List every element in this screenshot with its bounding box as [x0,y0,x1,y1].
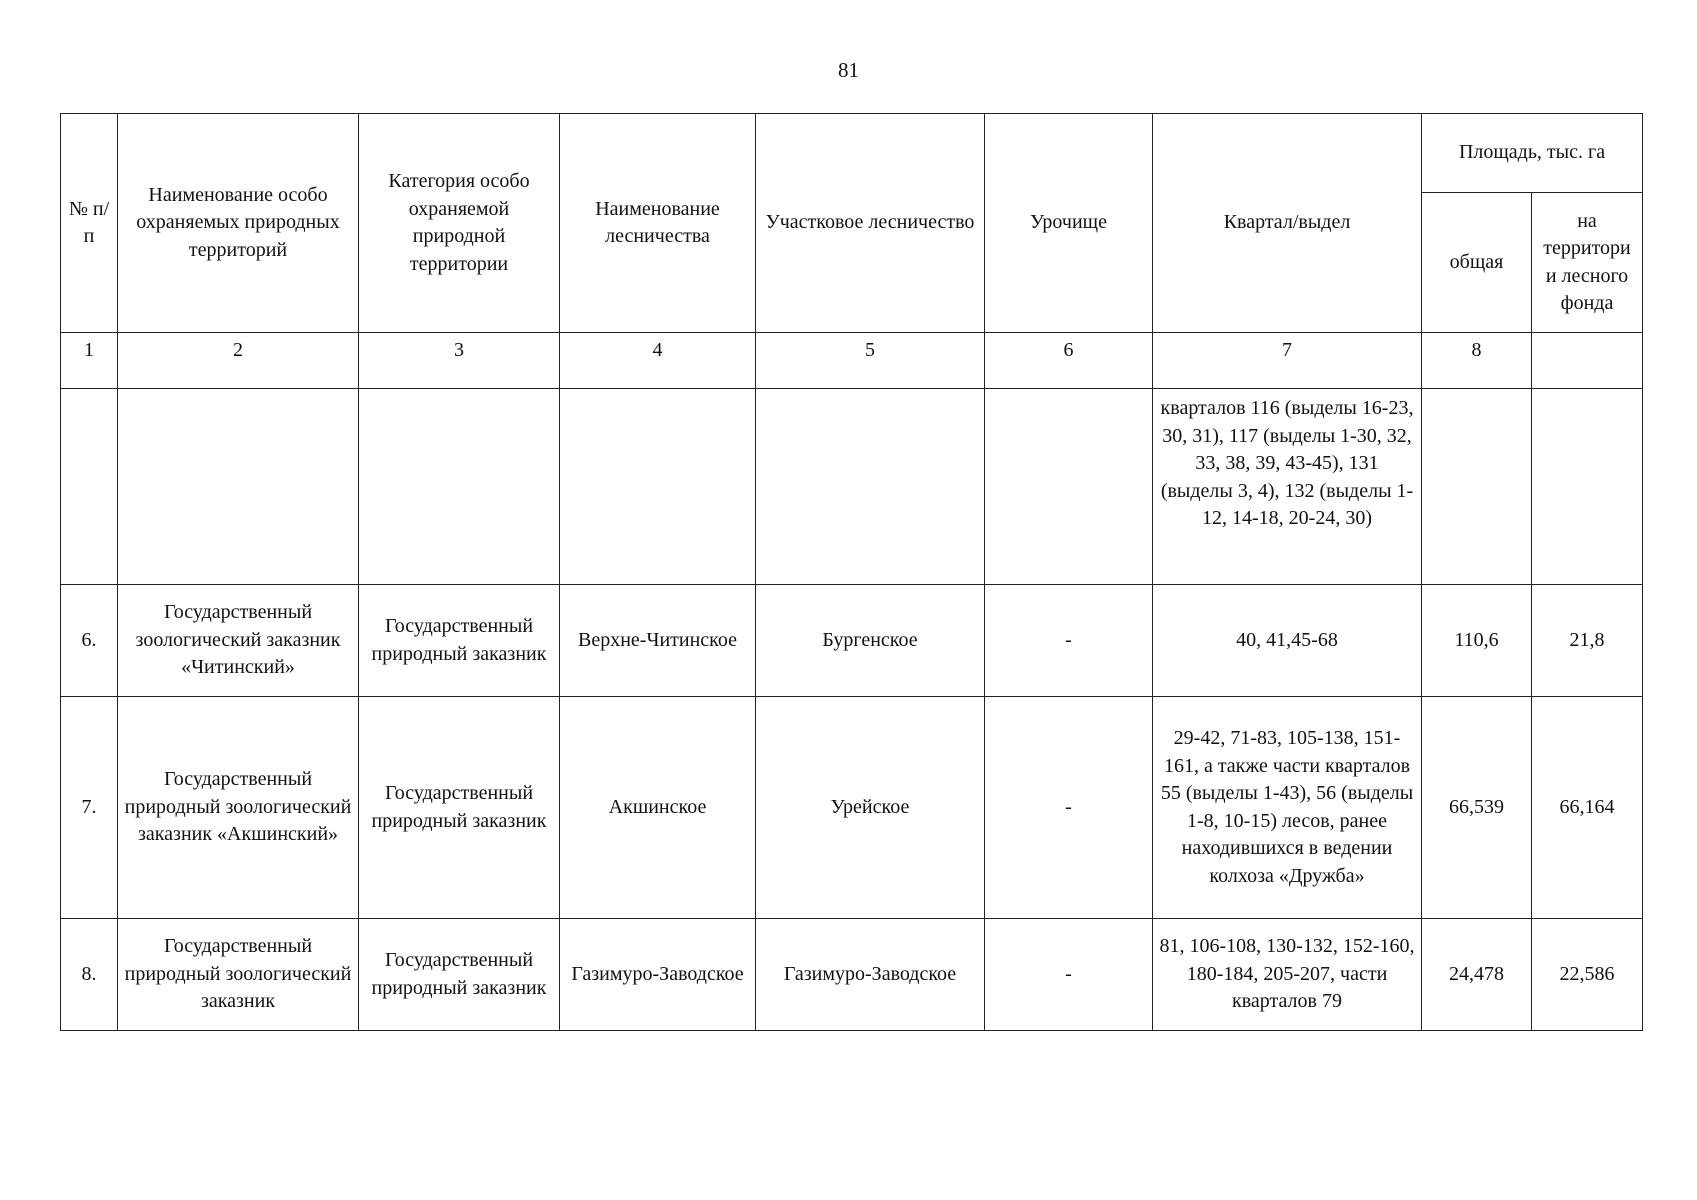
table-row [61,585,1643,697]
header-area-total: общая [1422,193,1532,333]
empty-cell [61,389,118,585]
header-tract: Урочище [985,114,1153,333]
cell-num: 6. [61,585,118,697]
empty-cell [1532,389,1643,585]
header-district: Участковое лесничество [756,114,985,333]
cell-area-forest: 66,164 [1532,697,1643,919]
header-area-forest: на территори и лесного фонда [1532,193,1643,333]
column-number-cell: 7 [1153,333,1422,389]
cell-tract: - [985,697,1153,919]
cell-quarter: кварталов 116 (выделы 16-23, 30, 31), 117 (выделы 1-30, 32, 33, 38, 39, 43-45), 131 (выделы 3, 4), 132 (выделы 1-12, 14-18, 20-24, 30) [1153,389,1422,585]
table-row-continuation [61,389,1643,585]
cell-district: Бургенское [756,585,985,697]
cell-tract: - [985,919,1153,1031]
column-number-row [61,333,1643,389]
cell-area-forest: 21,8 [1532,585,1643,697]
empty-cell [118,389,359,585]
cell-area-forest: 22,586 [1532,919,1643,1031]
column-number-cell: 3 [359,333,560,389]
cell-category: Государственный природный заказник [359,697,560,919]
header-area: Площадь, тыс. га [1422,114,1643,193]
cell-name: Государственный природный зоологический заказник «Акшинский» [118,697,359,919]
column-number-cell: 4 [560,333,756,389]
cell-tract: - [985,585,1153,697]
column-number-cell: 1 [61,333,118,389]
cell-district: Урейское [756,697,985,919]
empty-cell [1422,389,1532,585]
header-forestry: Наименование лесничества [560,114,756,333]
cell-num: 8. [61,919,118,1031]
header-row-1 [61,114,1643,193]
empty-cell [560,389,756,585]
protected-areas-table [60,113,1643,1031]
table-row [61,697,1643,919]
cell-district: Газимуро-Заводское [756,919,985,1031]
column-number-cell: 5 [756,333,985,389]
cell-name: Государственный зоологический заказник «Читинский» [118,585,359,697]
cell-category: Государственный природный заказник [359,585,560,697]
cell-name: Государственный природный зоологический заказник [118,919,359,1031]
header-name: Наименование особо охраняемых природных территорий [118,114,359,333]
cell-quarter: 40, 41,45-68 [1153,585,1422,697]
cell-forestry: Верхне-Читинское [560,585,756,697]
cell-area-total: 24,478 [1422,919,1532,1031]
cell-quarter: 81, 106-108, 130-132, 152-160, 180-184, 205-207, части кварталов 79 [1153,919,1422,1031]
cell-num: 7. [61,697,118,919]
column-number-cell [1532,333,1643,389]
column-number-cell: 6 [985,333,1153,389]
cell-forestry: Акшинское [560,697,756,919]
cell-area-total: 66,539 [1422,697,1532,919]
empty-cell [359,389,560,585]
header-quarter: Квартал/выдел [1153,114,1422,333]
header-category: Категория особо охраняемой природной территории [359,114,560,333]
page-number: 81 [838,58,859,82]
cell-category: Государственный природный заказник [359,919,560,1031]
cell-quarter: 29-42, 71-83, 105-138, 151-161, а также части кварталов 55 (выделы 1-43), 56 (выделы 1-8, 10-15) лесов, ранее находившихся в ведении колхоза «Дружба» [1153,697,1422,919]
empty-cell [985,389,1153,585]
column-number-cell: 8 [1422,333,1532,389]
header-num: № п/п [61,114,118,333]
table-row [61,919,1643,1031]
cell-area-total: 110,6 [1422,585,1532,697]
column-number-cell: 2 [118,333,359,389]
empty-cell [756,389,985,585]
cell-forestry: Газимуро-Заводское [560,919,756,1031]
